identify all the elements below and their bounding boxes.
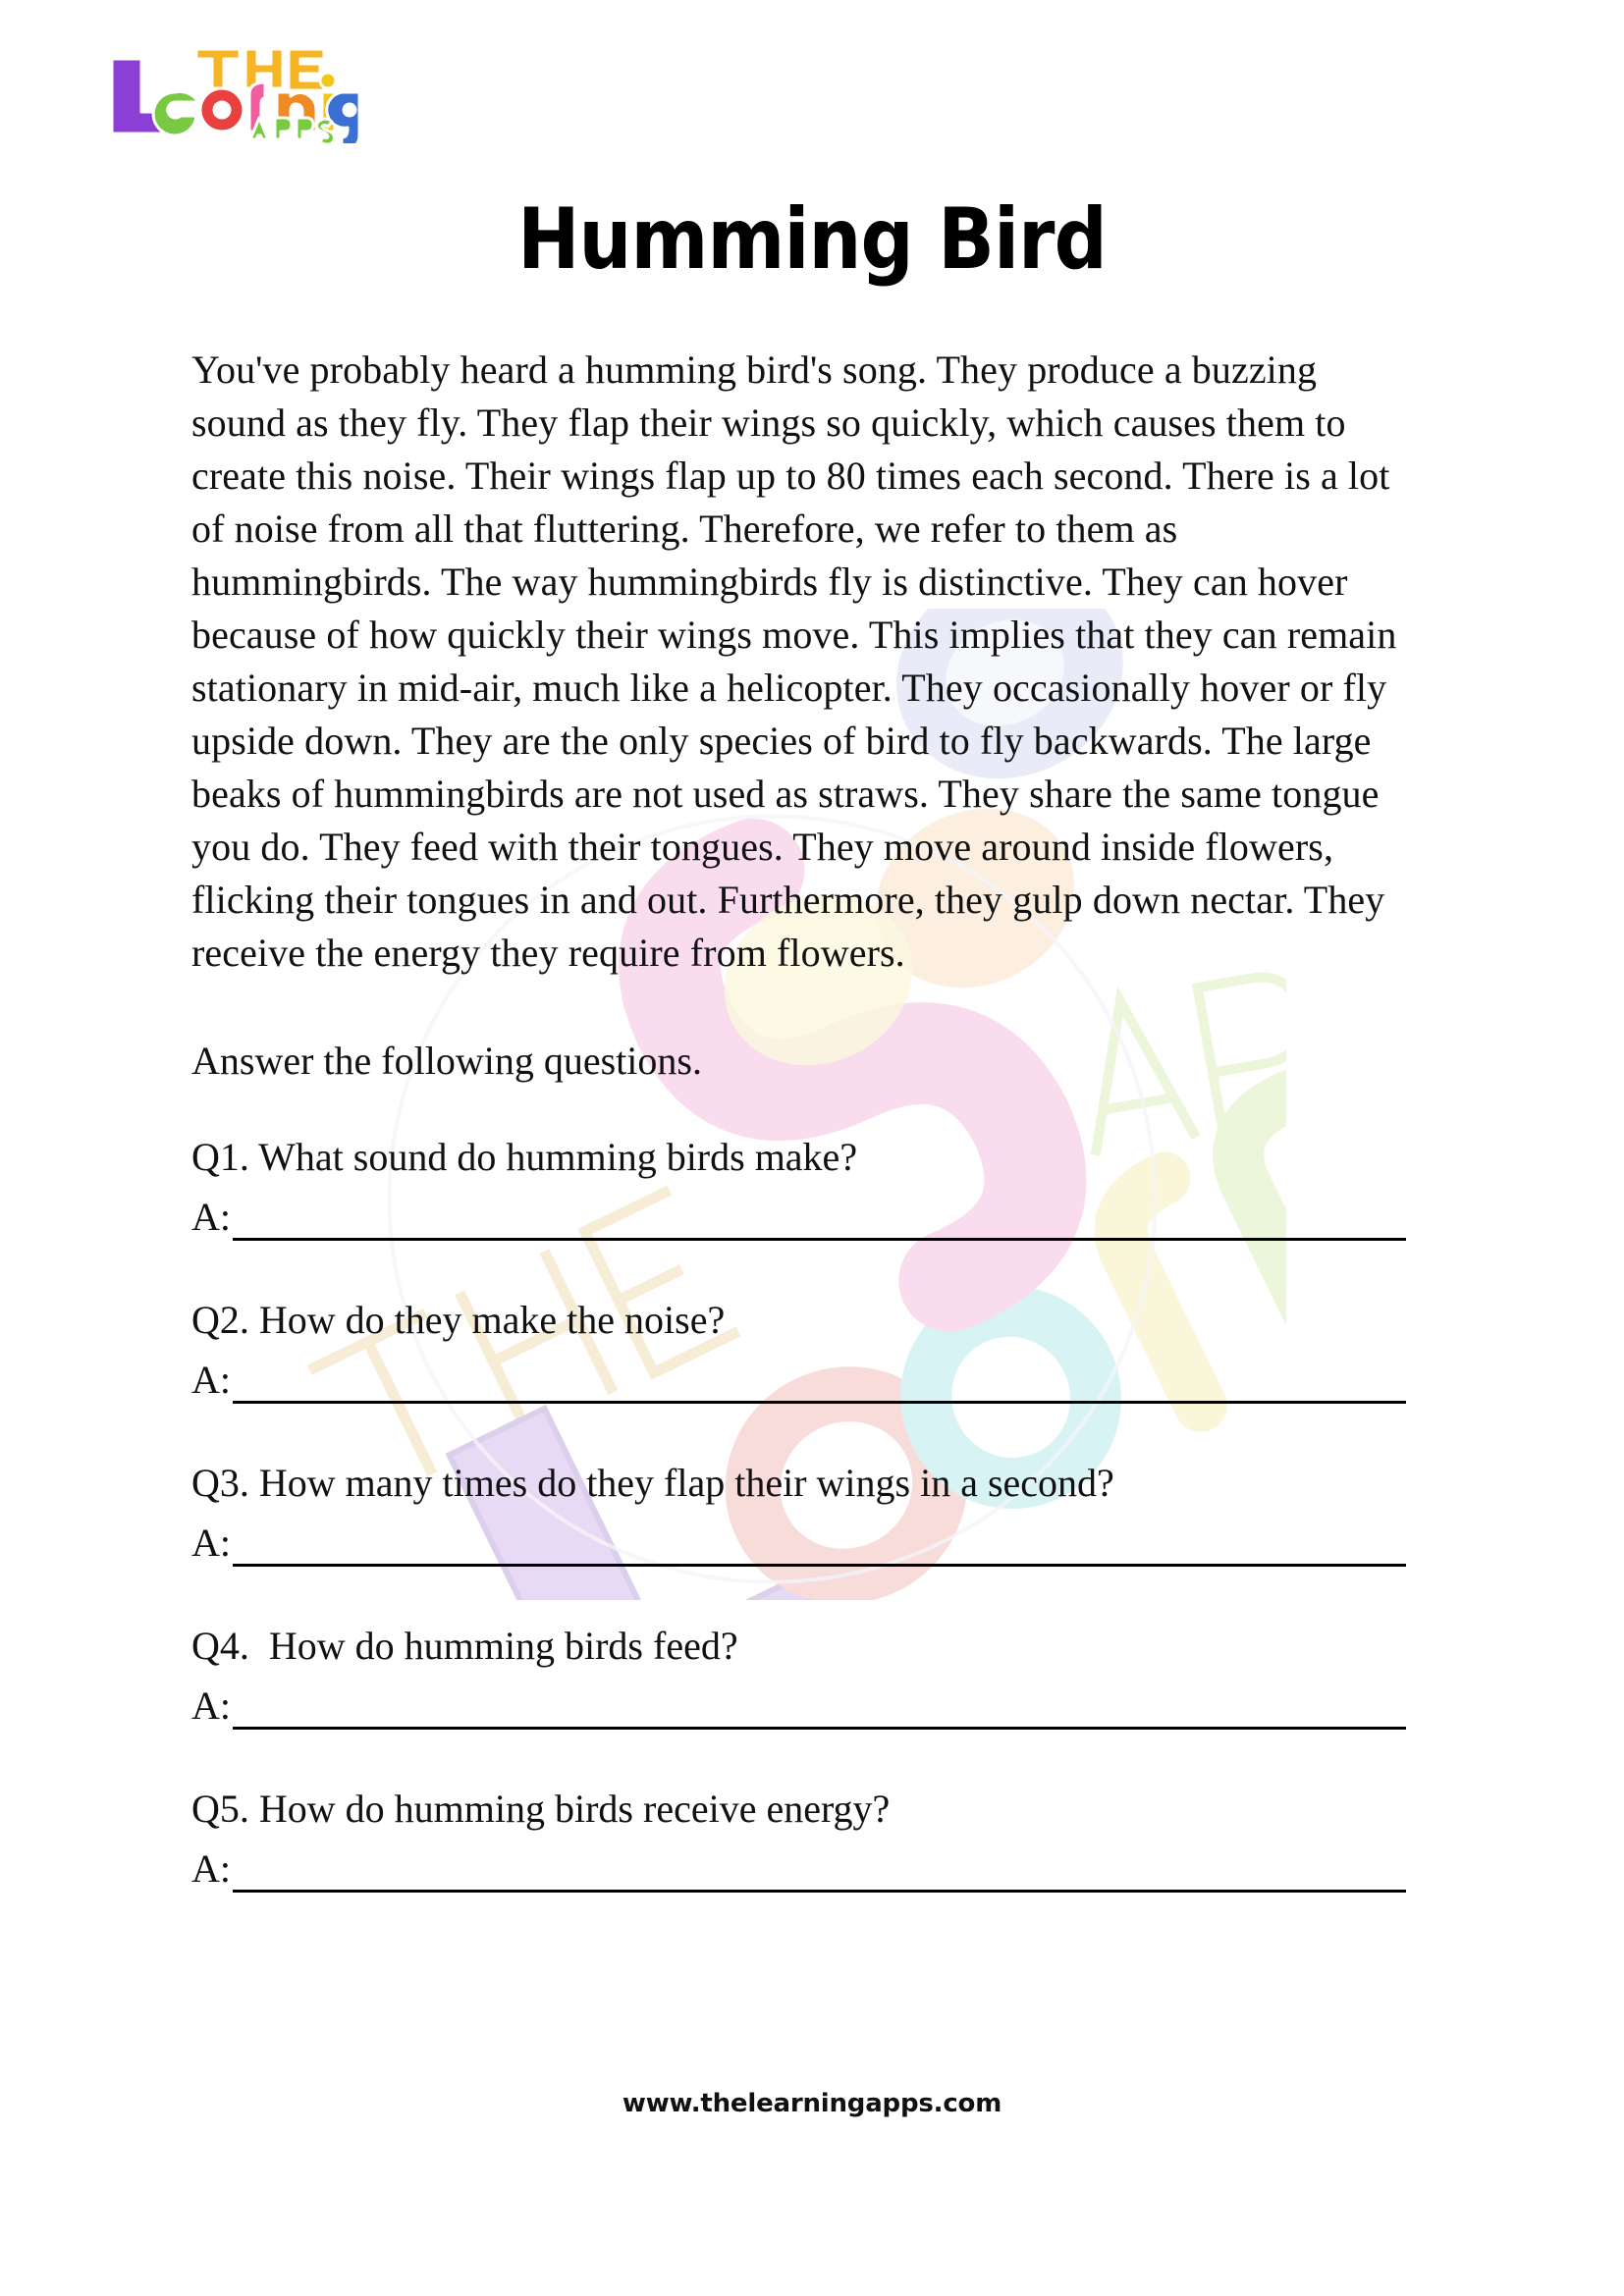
question-text: Q5. How do humming birds receive energy? [191, 1787, 891, 1831]
question-text: Q3. How many times do they flap their wings in a second? [191, 1461, 1114, 1505]
answer-label: A: [191, 1846, 231, 1891]
reading-passage: You've probably heard a humming bird's song. They produce a buzzing sound as they fly. They flap their wings so quickly, which causes them to create this noise. Their wings flap up to 80 times each second. There is a lot of noise from all that fluttering. Therefore, we refer to them as hummingbirds. The way hummingbirds fly is distinctive. They can hover because of how quickly their wings move. This implies that they can remain stationary in mid-air, much like a helicopter. They occasionally hover or fly upside down. They are the only species of bird to fly backwards. The large beaks of hummingbirds are not used as straws. They share the same tongue you do. They feed with their tongues. They move around inside flowers, flicking their tongues in and out. Furthermore, they gulp down nectar. They receive the energy they require from flowers. [191, 347, 1397, 975]
answer-line[interactable] [233, 1524, 1406, 1567]
answer-row[interactable] [191, 1840, 1406, 1893]
question-text: Q2. How do they make the noise? [191, 1298, 726, 1342]
answer-label: A: [191, 1195, 231, 1239]
page-title: Humming Bird [517, 190, 1107, 289]
questions-list [191, 1088, 1406, 1893]
question-block-5 [191, 1783, 1406, 1893]
answer-row[interactable] [191, 1188, 1406, 1241]
worksheet-content [191, 344, 1406, 1893]
footer-website-url[interactable]: www.thelearningapps.com [622, 2089, 1002, 2118]
question-block-1 [191, 1131, 1406, 1241]
answer-label: A: [191, 1683, 231, 1728]
question-text: Q1. What sound do humming birds make? [191, 1135, 858, 1179]
answer-row[interactable] [191, 1351, 1406, 1404]
answer-line[interactable] [233, 1850, 1406, 1893]
question-block-3 [191, 1457, 1406, 1567]
instruction-text: Answer the following questions. [191, 1039, 702, 1083]
answer-label: A: [191, 1358, 231, 1402]
question-text: Q4. How do humming birds feed? [191, 1624, 738, 1668]
answer-label: A: [191, 1521, 231, 1565]
question-block-4 [191, 1620, 1406, 1730]
the-learning-apps-logo-icon [102, 37, 365, 143]
answer-row[interactable] [191, 1677, 1406, 1730]
question-block-2 [191, 1294, 1406, 1404]
answer-line[interactable] [233, 1199, 1406, 1241]
answer-line[interactable] [233, 1362, 1406, 1404]
answer-line[interactable] [233, 1687, 1406, 1730]
answer-row[interactable] [191, 1514, 1406, 1567]
